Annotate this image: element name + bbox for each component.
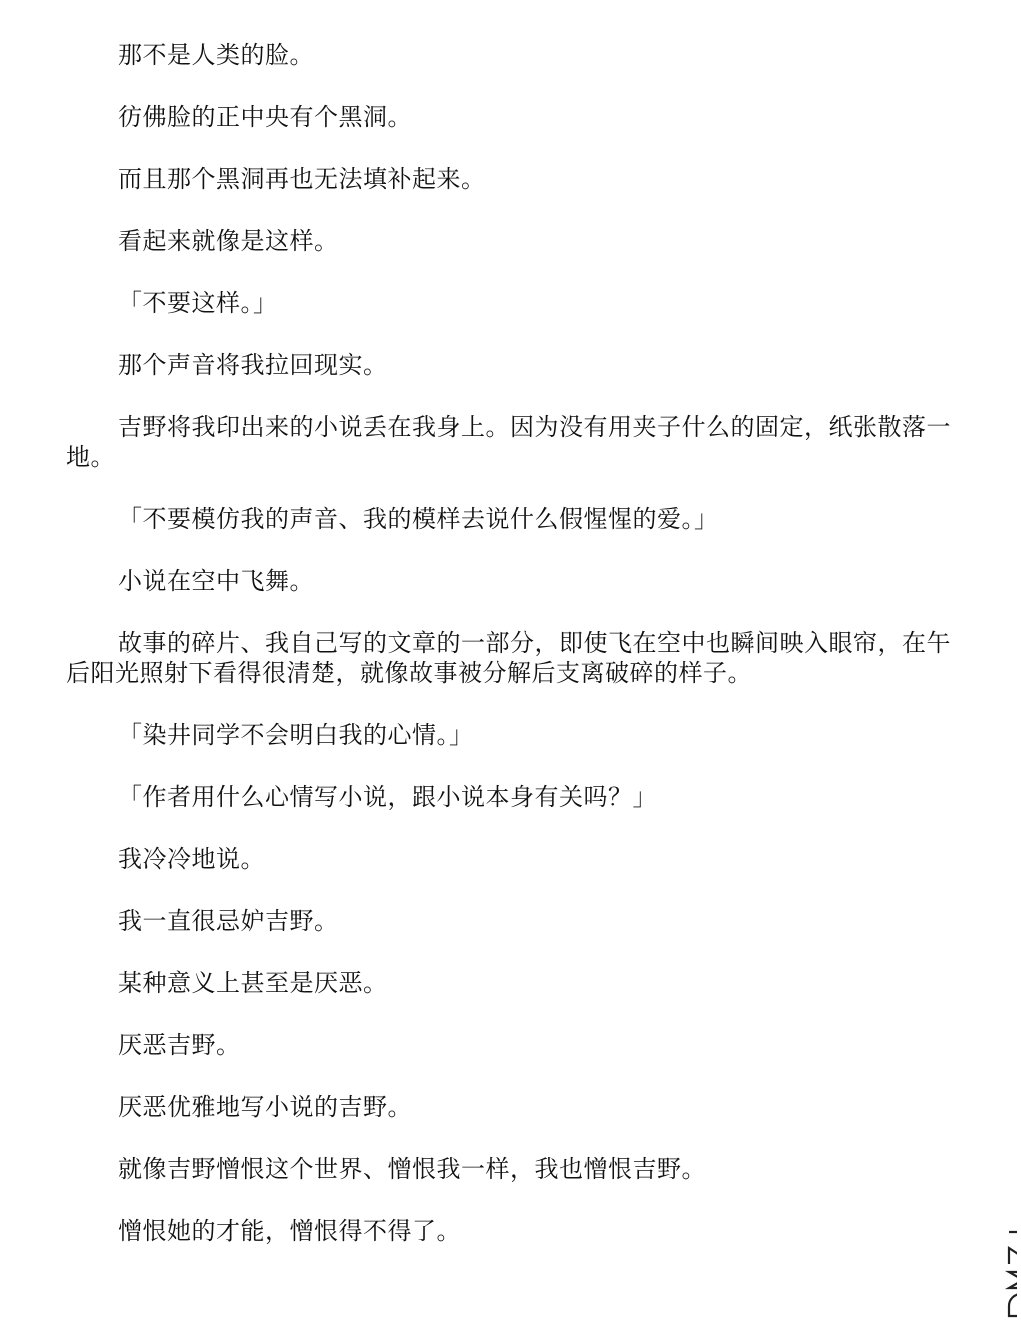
paragraph: 憎恨她的才能，憎恨得不得了。 xyxy=(118,1217,461,1245)
paragraph: 我冷冷地说。 xyxy=(118,845,265,873)
paragraph: 小说在空中飞舞。 xyxy=(118,567,314,595)
paragraph: 「不要模仿我的声音、我的模样去说什么假惺惺的爱。」 xyxy=(118,505,719,533)
paragraph: 吉野将我印出来的小说丢在我身上。因为没有用夹子什么的固定，纸张散落一地。 xyxy=(66,413,951,471)
paragraph: 那不是人类的脸。 xyxy=(118,41,314,69)
paragraph: 看起来就像是这样。 xyxy=(118,227,339,255)
paragraph: 厌恶优雅地写小说的吉野。 xyxy=(118,1093,412,1121)
paragraph: 而且那个黑洞再也无法填补起来。 xyxy=(118,165,486,193)
paragraph: 故事的碎片、我自己写的文章的一部分，即使飞在空中也瞬间映入眼帘，在午后阳光照射下看得很清楚，就像故事被分解后支离破碎的样子。 xyxy=(66,629,951,687)
paragraph: 某种意义上甚至是厌恶。 xyxy=(118,969,388,997)
dmzj-logo-icon xyxy=(971,1160,1017,1320)
paragraph: 「不要这样。」 xyxy=(118,289,278,317)
paragraph: 我一直很忌妒吉野。 xyxy=(118,907,339,935)
paragraph: 厌恶吉野。 xyxy=(118,1031,241,1059)
paragraph: 那个声音将我拉回现实。 xyxy=(118,351,388,379)
paragraph: 「染井同学不会明白我的心情。」 xyxy=(118,721,474,749)
paragraph: 「作者用什么心情写小说，跟小说本身有关吗？」 xyxy=(118,783,657,811)
text-body xyxy=(66,40,956,1278)
paragraph: 彷佛脸的正中央有个黑洞。 xyxy=(118,103,412,131)
paragraph: 就像吉野憎恨这个世界、憎恨我一样，我也憎恨吉野。 xyxy=(118,1155,706,1183)
